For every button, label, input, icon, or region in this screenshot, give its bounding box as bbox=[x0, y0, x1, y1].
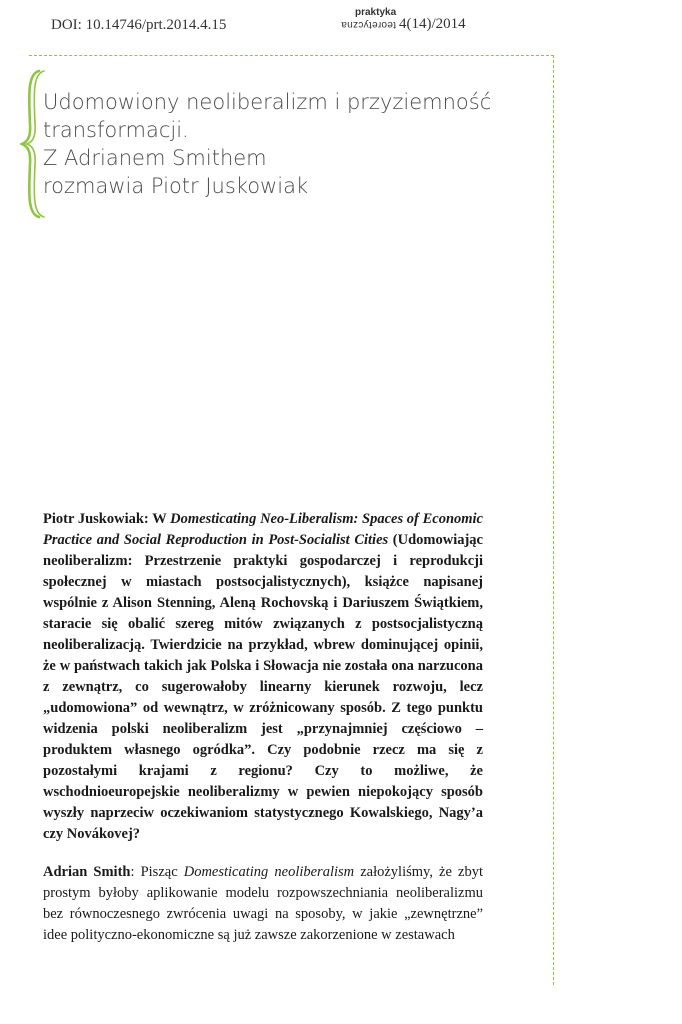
answer-separator: : Pisząc bbox=[130, 864, 184, 880]
journal-name-teoretyczna: teoretyczna bbox=[341, 19, 396, 30]
answer-speaker: Adrian Smith bbox=[43, 864, 131, 880]
doi-label: DOI: 10.14746/prt.2014.4.15 bbox=[51, 17, 227, 33]
book-title: Domesticating Neo-Liberalism: Spaces of Economic Practice and Social Reproduction in Post-Socialist Cities bbox=[43, 511, 483, 548]
question-speaker: Piotr Juskowiak: bbox=[43, 511, 149, 527]
title-line: rozmawia Piotr Juskowiak bbox=[43, 174, 309, 198]
title-line: Udomowiony neoliberalizm i przyziemność bbox=[43, 90, 492, 114]
article-title bbox=[43, 88, 513, 200]
question-lead: W bbox=[152, 511, 167, 527]
question-text: (Udomowiając neoliberalizm: Przestrzenie praktyki gospodarczej i reprodukcji społecznej w miastach postsocjalistycznych), książce napisanej wspólnie z Alison Stenning, Aleną Rochovską i Dariuszem Świątkiem, staracie się obalić szereg mitów związanych z postsocjalistyczną neoliberalizacją. Twierdzicie na przykład, wbrew dominującej opinii, że w państwach takich jak Polska i Słowacja nie została ona narzucona z zewnątrz, co sugerowałoby linearny kierunek rozwoju, lecz „udomowiona” od wewnątrz, w zróżnicowany sposób. Z tego punktu widzenia polski neoliberalizm jest „przynajmniej częściowo – produktem własnego ogródka”. Czy podobnie rzecz ma się z pozostałymi krajami z regionu? Czy to możliwe, że wschodnioeuropejskie neoliberalizmy w pewien niepokojący sposób wyszły naprzeciw oczekiwaniom statystycznego Kowalskiego, Nagy’a czy Novákovej? bbox=[43, 532, 483, 842]
journal-logo bbox=[341, 7, 471, 37]
issue-number: 4(14)/2014 bbox=[399, 16, 466, 32]
title-line: transformacji. bbox=[43, 118, 189, 142]
interview-question bbox=[43, 509, 483, 845]
journal-name-praktyka: praktyka bbox=[355, 7, 397, 18]
article-body bbox=[43, 509, 483, 946]
book-title-short: Domesticating neoliberalism bbox=[183, 864, 355, 880]
title-line: Z Adrianem Smithem bbox=[43, 146, 267, 170]
interview-answer bbox=[43, 862, 483, 946]
answer-text: założyliśmy, że zbyt prostym byłoby aplikowanie modelu rozpowszechniania neoliberalizmu bez równoczesnego zwrócenia uwagi na sposoby, w jakie „zewnętrzne” idee polityczno-ekonomiczne są już zawsze zakorzenione w zestawach bbox=[43, 864, 483, 943]
